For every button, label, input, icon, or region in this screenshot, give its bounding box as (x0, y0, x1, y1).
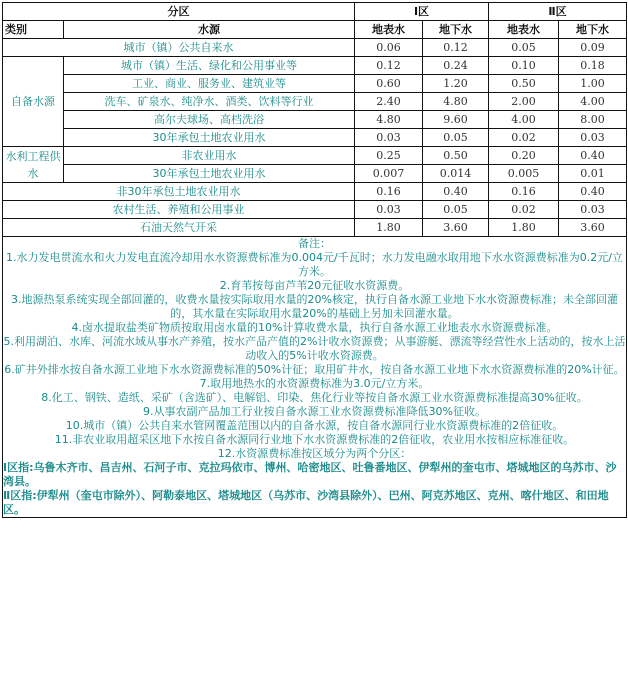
table-row (3, 165, 627, 183)
note-6: 6.矿井外排水按自备水源工业地下水水资源费标准的50%计征；取用矿井水，按自备水源工业地下水水资源费标准的20%计征。 (4, 363, 625, 376)
value-cell: 0.03 (355, 129, 423, 147)
header-row-1 (3, 3, 627, 21)
value-cell: 0.09 (559, 39, 627, 57)
note-5: 5.利用湖泊、水库、河流水域从事水产养殖，按水产品产值的2%计收水资源费；从事游艇、漂流等经营性水上活动的，按水上活动收入的5%计收水资源费。 (3, 335, 626, 362)
value-cell: 1.80 (355, 219, 423, 237)
value-cell: 0.02 (489, 129, 559, 147)
table-row (3, 129, 627, 147)
value-cell: 2.40 (355, 93, 423, 111)
source-cell: 30年承包土地农业用水 (64, 165, 355, 183)
zone2-header: Ⅱ区 (489, 3, 627, 21)
table-row (3, 183, 627, 201)
zone1-header: Ⅰ区 (355, 3, 489, 21)
note-8: 8.化工、钢铁、造纸、采矿（含选矿）、电解铝、印染、焦化行业等按自备水源工业水资源费标准提高30%征收。 (41, 391, 588, 404)
value-cell: 0.06 (355, 39, 423, 57)
note-11: 11.非农业取用超采区地下水按自备水源同行业地下水水资源费标准的2倍征收，农业用水按相应标准征收。 (54, 433, 575, 446)
value-cell: 9.60 (423, 111, 489, 129)
value-cell: 4.00 (489, 111, 559, 129)
note-1: 1.水力发电贯流水和火力发电直流冷却用水水资源费标准为0.004元/千瓦时；水力发电融水取用地下水水资源费标准为0.2元/立方米。 (6, 251, 623, 278)
value-cell: 0.16 (489, 183, 559, 201)
table-row (3, 147, 627, 165)
table-row (3, 93, 627, 111)
value-cell: 0.16 (355, 183, 423, 201)
notes-row (3, 237, 627, 518)
value-cell: 0.007 (355, 165, 423, 183)
value-cell: 0.01 (559, 165, 627, 183)
source-cell: 30年承包土地农业用水 (64, 129, 355, 147)
group-water-project: 水利工程供水 (3, 147, 64, 183)
table-row (3, 75, 627, 93)
value-cell: 0.02 (489, 201, 559, 219)
value-cell: 0.50 (423, 147, 489, 165)
value-cell: 3.60 (423, 219, 489, 237)
value-cell: 4.00 (559, 93, 627, 111)
value-cell: 3.60 (559, 219, 627, 237)
notes-cell (3, 237, 627, 518)
value-cell: 0.20 (489, 147, 559, 165)
value-cell: 0.05 (423, 201, 489, 219)
table-row (3, 201, 627, 219)
value-cell: 4.80 (355, 111, 423, 129)
value-cell: 0.18 (559, 57, 627, 75)
table-row (3, 39, 627, 57)
value-cell: 0.05 (423, 129, 489, 147)
note-12: 12.水资源费标准按区域分为两个分区： (217, 447, 412, 460)
notes-title: 备注： (298, 237, 331, 250)
table-row (3, 57, 627, 75)
source-header: 水源 (64, 21, 355, 39)
note-4: 4.卤水提取盐类矿物质按取用卤水量的10%计算收费水量，执行自备水源工业地表水水资源费标准。 (71, 321, 558, 334)
note-10: 10.城市（镇）公共自来水管网覆盖范围以内的自备水源，按自备水源同行业水资源费标准的2倍征收。 (65, 419, 564, 432)
value-cell: 0.50 (489, 75, 559, 93)
note-9: 9.从事农副产品加工行业按自备水源工业水资源费标准降低30%征收。 (143, 405, 486, 418)
value-cell: 1.00 (559, 75, 627, 93)
source-cell: 非30年承包土地农业用水 (3, 183, 355, 201)
value-cell: 8.00 (559, 111, 627, 129)
value-cell: 4.80 (423, 93, 489, 111)
value-cell: 0.40 (423, 183, 489, 201)
value-cell: 0.40 (559, 183, 627, 201)
value-cell: 1.80 (489, 219, 559, 237)
value-cell: 0.10 (489, 57, 559, 75)
source-cell: 非农业用水 (64, 147, 355, 165)
value-cell: 0.05 (489, 39, 559, 57)
note-7: 7.取用地热水的水资源费标准为3.0元/立方米。 (199, 377, 430, 390)
value-cell: 0.005 (489, 165, 559, 183)
value-cell: 0.12 (423, 39, 489, 57)
group-self-supply: 自备水源 (3, 57, 64, 147)
value-cell: 0.03 (559, 129, 627, 147)
value-cell: 0.25 (355, 147, 423, 165)
value-cell: 0.60 (355, 75, 423, 93)
zone-header: 分区 (3, 3, 355, 21)
category-header: 类别 (3, 21, 64, 39)
source-cell: 工业、商业、服务业、建筑业等 (64, 75, 355, 93)
source-cell: 洗车、矿泉水、纯净水、酒类、饮料等行业 (64, 93, 355, 111)
value-cell: 2.00 (489, 93, 559, 111)
zone1-surface-header: 地表水 (355, 21, 423, 39)
zone2-regions: Ⅱ区指:伊犁州（奎屯市除外）、阿勒泰地区、塔城地区（乌苏市、沙湾县除外）、巴州、阿克苏地区、克州、喀什地区、和田地区。 (3, 489, 609, 516)
value-cell: 0.03 (355, 201, 423, 219)
note-3: 3.地源热泵系统实现全部回灌的，收费水量按实际取用水量的20%核定，执行自备水源工业地下水水资源费标准；未全部回灌的，其水量在实际取用水量20%的基础上另加未回灌水量。 (11, 293, 618, 320)
value-cell: 1.20 (423, 75, 489, 93)
zone1-regions: Ⅰ区指:乌鲁木齐市、昌吉州、石河子市、克拉玛依市、博州、哈密地区、吐鲁番地区、伊犁州的奎屯市、塔城地区的乌苏市、沙湾县。 (3, 461, 617, 488)
note-2: 2.育苇按每亩芦苇20元征收水资源费。 (219, 279, 410, 292)
header-row-2 (3, 21, 627, 39)
zone2-surface-header: 地表水 (489, 21, 559, 39)
value-cell: 0.12 (355, 57, 423, 75)
source-cell: 石油天然气开采 (3, 219, 355, 237)
value-cell: 0.40 (559, 147, 627, 165)
zone2-ground-header: 地下水 (559, 21, 627, 39)
value-cell: 0.014 (423, 165, 489, 183)
table-row (3, 219, 627, 237)
zone1-ground-header: 地下水 (423, 21, 489, 39)
source-cell: 城市（镇）生活、绿化和公用事业等 (64, 57, 355, 75)
source-cell: 高尔夫球场、高档洗浴 (64, 111, 355, 129)
source-cell: 农村生活、养殖和公用事业 (3, 201, 355, 219)
water-fee-table (2, 2, 627, 518)
value-cell: 0.03 (559, 201, 627, 219)
source-cell: 城市（镇）公共自来水 (3, 39, 355, 57)
table-row (3, 111, 627, 129)
value-cell: 0.24 (423, 57, 489, 75)
